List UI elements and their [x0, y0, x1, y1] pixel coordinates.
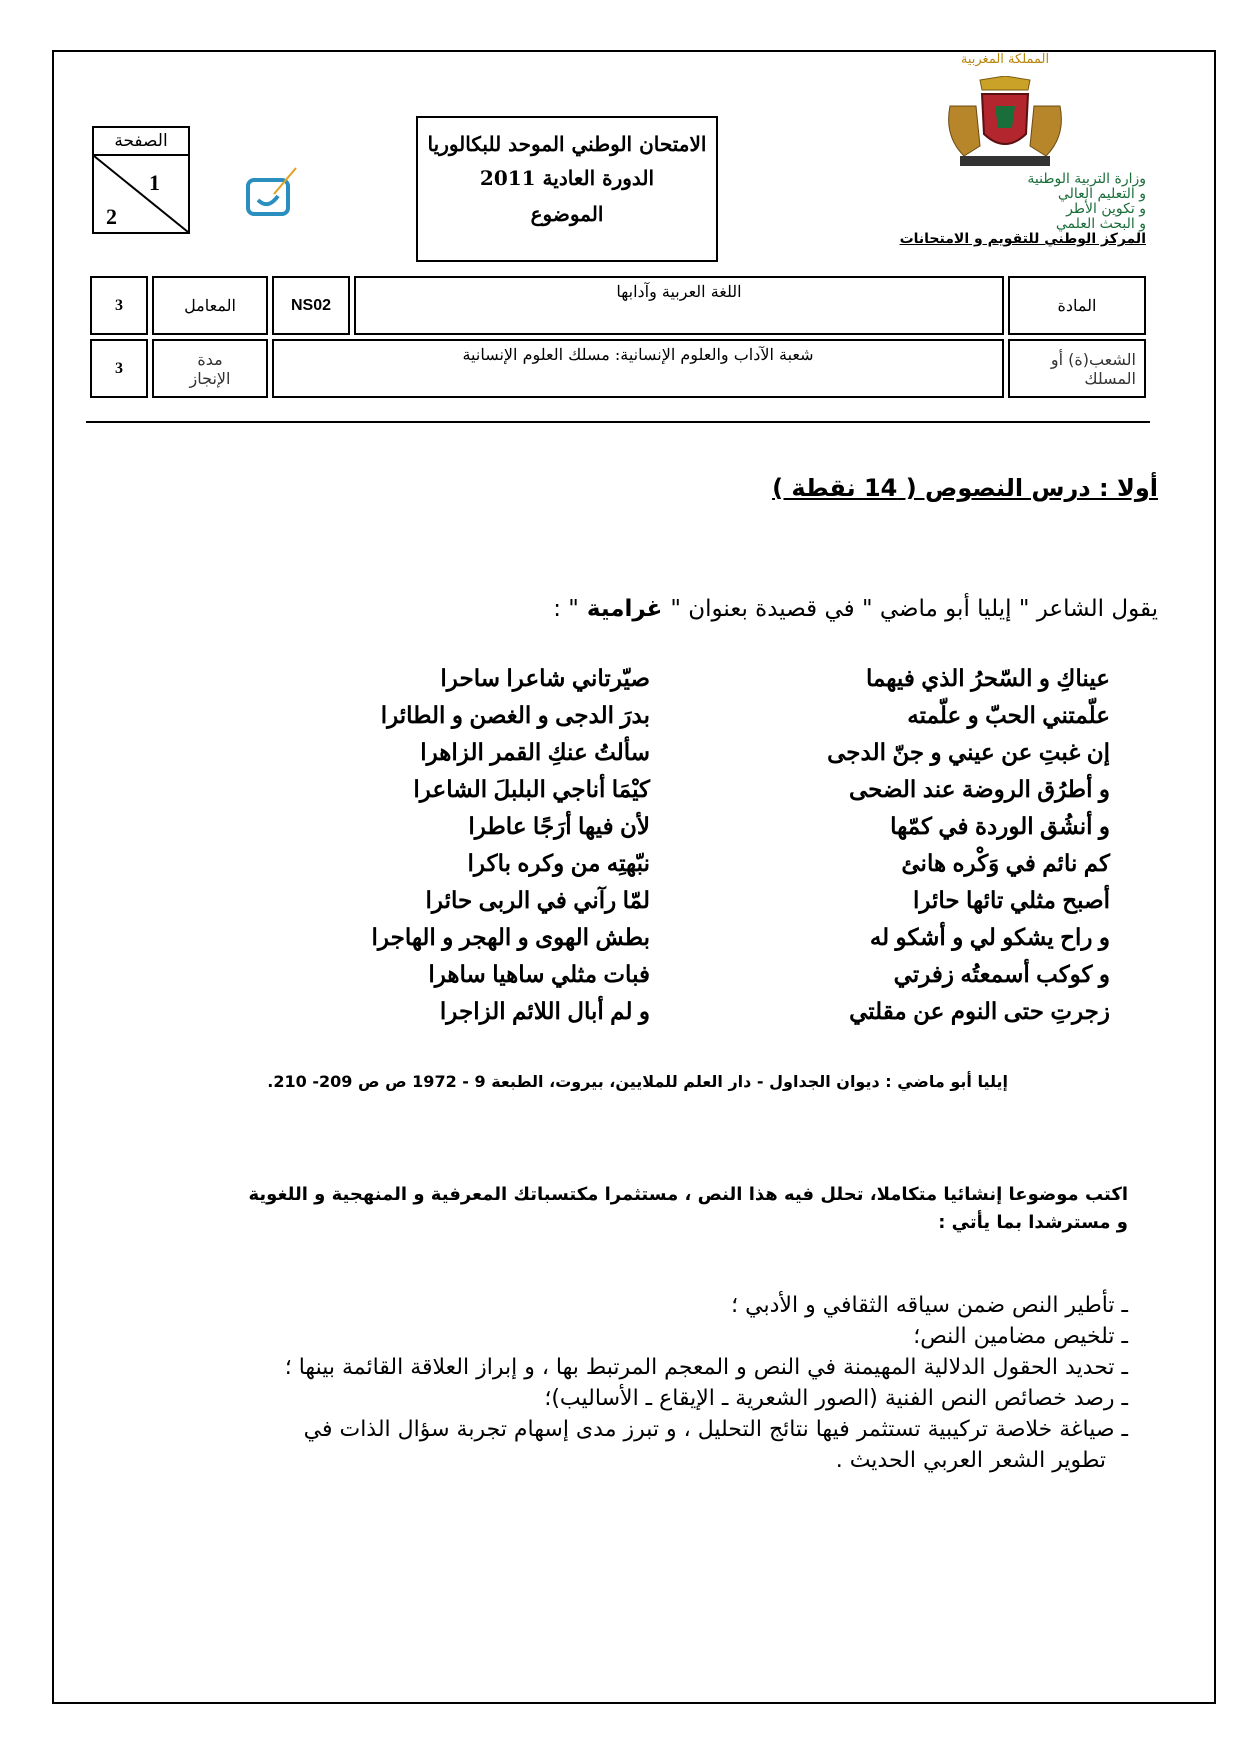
- verse-first-hemistich: عيناكِ و السّحرُ الذي فيهما: [865, 665, 1110, 691]
- exam-title-box: [416, 116, 718, 262]
- subject-label: المادة: [1008, 276, 1146, 335]
- intro-before: يقول الشاعر " إيليا أبو ماضي " في قصيدة بعنوان ": [670, 596, 1158, 622]
- poem-verse: [240, 771, 1110, 808]
- task-line-1: اكتب موضوعا إنشائيا متكاملا، تحلل فيه هذا النص ، مستثمرا مكتسباتك المعرفية و المنهجية و اللغوية: [248, 1184, 1128, 1205]
- poem-verse: [240, 660, 1110, 697]
- coat-of-arms-icon: [940, 76, 1070, 170]
- verse-first-hemistich: إن غبتِ عن عيني و جنّ الدجى: [827, 739, 1110, 765]
- verse-second-hemistich: كيْمَا أناجي البلبلَ الشاعرا: [413, 776, 650, 802]
- task-line-2: و مسترشدا بما يأتي :: [938, 1212, 1128, 1233]
- poem-verse: [240, 993, 1110, 1030]
- poem-verse: [240, 697, 1110, 734]
- poem-verse: [240, 808, 1110, 845]
- verse-first-hemistich: زجرتِ حتى النوم عن مقلتي: [849, 998, 1110, 1024]
- poem-intro: [553, 596, 1158, 622]
- poem-source: إيليا أبو ماضي : ديوان الجداول - دار العلم للملايين، بيروت، الطبعة 9 - 1972 ص ص 209- 210.: [267, 1072, 1008, 1091]
- verse-second-hemistich: بطش الهوى و الهجر و الهاجرا: [371, 924, 650, 950]
- poem-verse: [240, 956, 1110, 993]
- page-number-box: [92, 126, 190, 234]
- poem-verse: [240, 882, 1110, 919]
- header-divider: [86, 421, 1150, 423]
- intro-after: " :: [553, 596, 579, 622]
- ministry-block: [866, 172, 1146, 247]
- verse-first-hemistich: و أطرُق الروضة عند الضحى: [848, 776, 1110, 802]
- verse-second-hemistich: سألتُ عنكِ القمر الزاهرا: [420, 739, 650, 765]
- verse-second-hemistich: نبّهتِه من وكره باكرا: [467, 850, 650, 876]
- duration-label-line-2: الإنجاز: [189, 368, 231, 388]
- exam-session: الدورة العادية 2011: [479, 166, 655, 190]
- verse-first-hemistich: أصبح مثلي تائها حائرا: [912, 887, 1110, 913]
- task-instructions: [118, 1181, 1128, 1237]
- poem-verse: [240, 919, 1110, 956]
- guidance-item: ـ تحديد الحقول الدلالية المهيمنة في النص و المعجم المرتبط بها ، و إبراز العلاقة القائمة بينها ؛: [284, 1355, 1128, 1380]
- verse-first-hemistich: علّمتني الحبّ و علّمته: [907, 702, 1110, 728]
- verse-second-hemistich: صيّرتاني شاعرا ساحرا: [440, 665, 650, 691]
- exam-title: الامتحان الوطني الموحد للبكالوريا: [427, 132, 707, 156]
- branch-row: [90, 339, 1146, 398]
- page-label: الصفحة: [94, 128, 188, 156]
- ministry-line-1: وزارة التربية الوطنية: [1027, 171, 1146, 187]
- guidance-item: ـ تلخيص مضامين النص؛: [913, 1324, 1128, 1349]
- evaluation-center-name: المركز الوطني للتقويم و الامتحانات: [899, 231, 1146, 247]
- duration-label: [152, 339, 268, 398]
- verse-second-hemistich: فبات مثلي ساهيا ساهرا: [428, 961, 650, 987]
- verse-second-hemistich: لأن فيها أرَجًا عاطرا: [468, 813, 650, 839]
- verse-first-hemistich: و كوكب أسمعتُه زفرتي: [893, 961, 1110, 987]
- poem: [240, 660, 1110, 1030]
- subject-code: NS02: [272, 276, 350, 335]
- verse-first-hemistich: و أنشُق الوردة في كمّها: [890, 813, 1110, 839]
- duration-value: 3: [90, 339, 148, 398]
- branch-label: [1008, 339, 1146, 398]
- branch-label-line-2: المسلك: [1084, 368, 1136, 388]
- verse-first-hemistich: كم نائم في وَكْره هانئ: [901, 850, 1110, 876]
- verse-second-hemistich: و لم أبال اللائم الزاجرا: [439, 998, 650, 1024]
- guidance-item: تطوير الشعر العربي الحديث .: [835, 1448, 1106, 1473]
- verse-second-hemistich: لمّا رآني في الربى حائرا: [425, 887, 650, 913]
- verse-second-hemistich: بدرَ الدجى و الغصن و الطائرا: [380, 702, 650, 728]
- subject-info-table: [86, 272, 1150, 402]
- branch-name: شعبة الآداب والعلوم الإنسانية: مسلك العلوم الإنسانية: [272, 339, 1004, 398]
- page-total: 2: [106, 204, 117, 229]
- guidance-item: ـ صياغة خلاصة تركيبية تستثمر فيها نتائج التحليل ، و تبرز مدى إسهام تجربة سؤال الذات في: [303, 1417, 1128, 1442]
- verse-first-hemistich: و راح يشكو لي و أشكو له: [869, 924, 1110, 950]
- branch-label-line-1: الشعب(ة) أو: [1050, 349, 1136, 369]
- guidance-item: ـ تأطير النص ضمن سياقه الثقافي و الأدبي ؛: [731, 1293, 1128, 1318]
- center-logo-icon: [244, 166, 308, 218]
- poem-title: غرامية: [578, 596, 671, 622]
- guidance-item: ـ رصد خصائص النص الفنية (الصور الشعرية ـ الإيقاع ـ الأساليب)؛: [544, 1386, 1128, 1411]
- kingdom-label: المملكة المغربية: [960, 52, 1050, 67]
- paper-type: الموضوع: [530, 202, 604, 226]
- poem-verse: [240, 845, 1110, 882]
- guidance-list: [28, 1290, 1128, 1476]
- coefficient-value: 3: [90, 276, 148, 335]
- section-title: أولا : درس النصوص ( 14 نقطة ): [772, 474, 1158, 502]
- subject-row: [90, 276, 1146, 335]
- subject-name: اللغة العربية وآدابها: [354, 276, 1004, 335]
- coefficient-label: المعامل: [152, 276, 268, 335]
- ministry-line-3: و تكوين الأطر: [1066, 201, 1146, 217]
- ministry-line-4: و البحث العلمي: [1055, 216, 1146, 232]
- page-current: 1: [149, 170, 160, 195]
- poem-verse: [240, 734, 1110, 771]
- ministry-line-2: و التعليم العالي: [1057, 186, 1146, 202]
- duration-label-line-1: مدة: [197, 349, 223, 369]
